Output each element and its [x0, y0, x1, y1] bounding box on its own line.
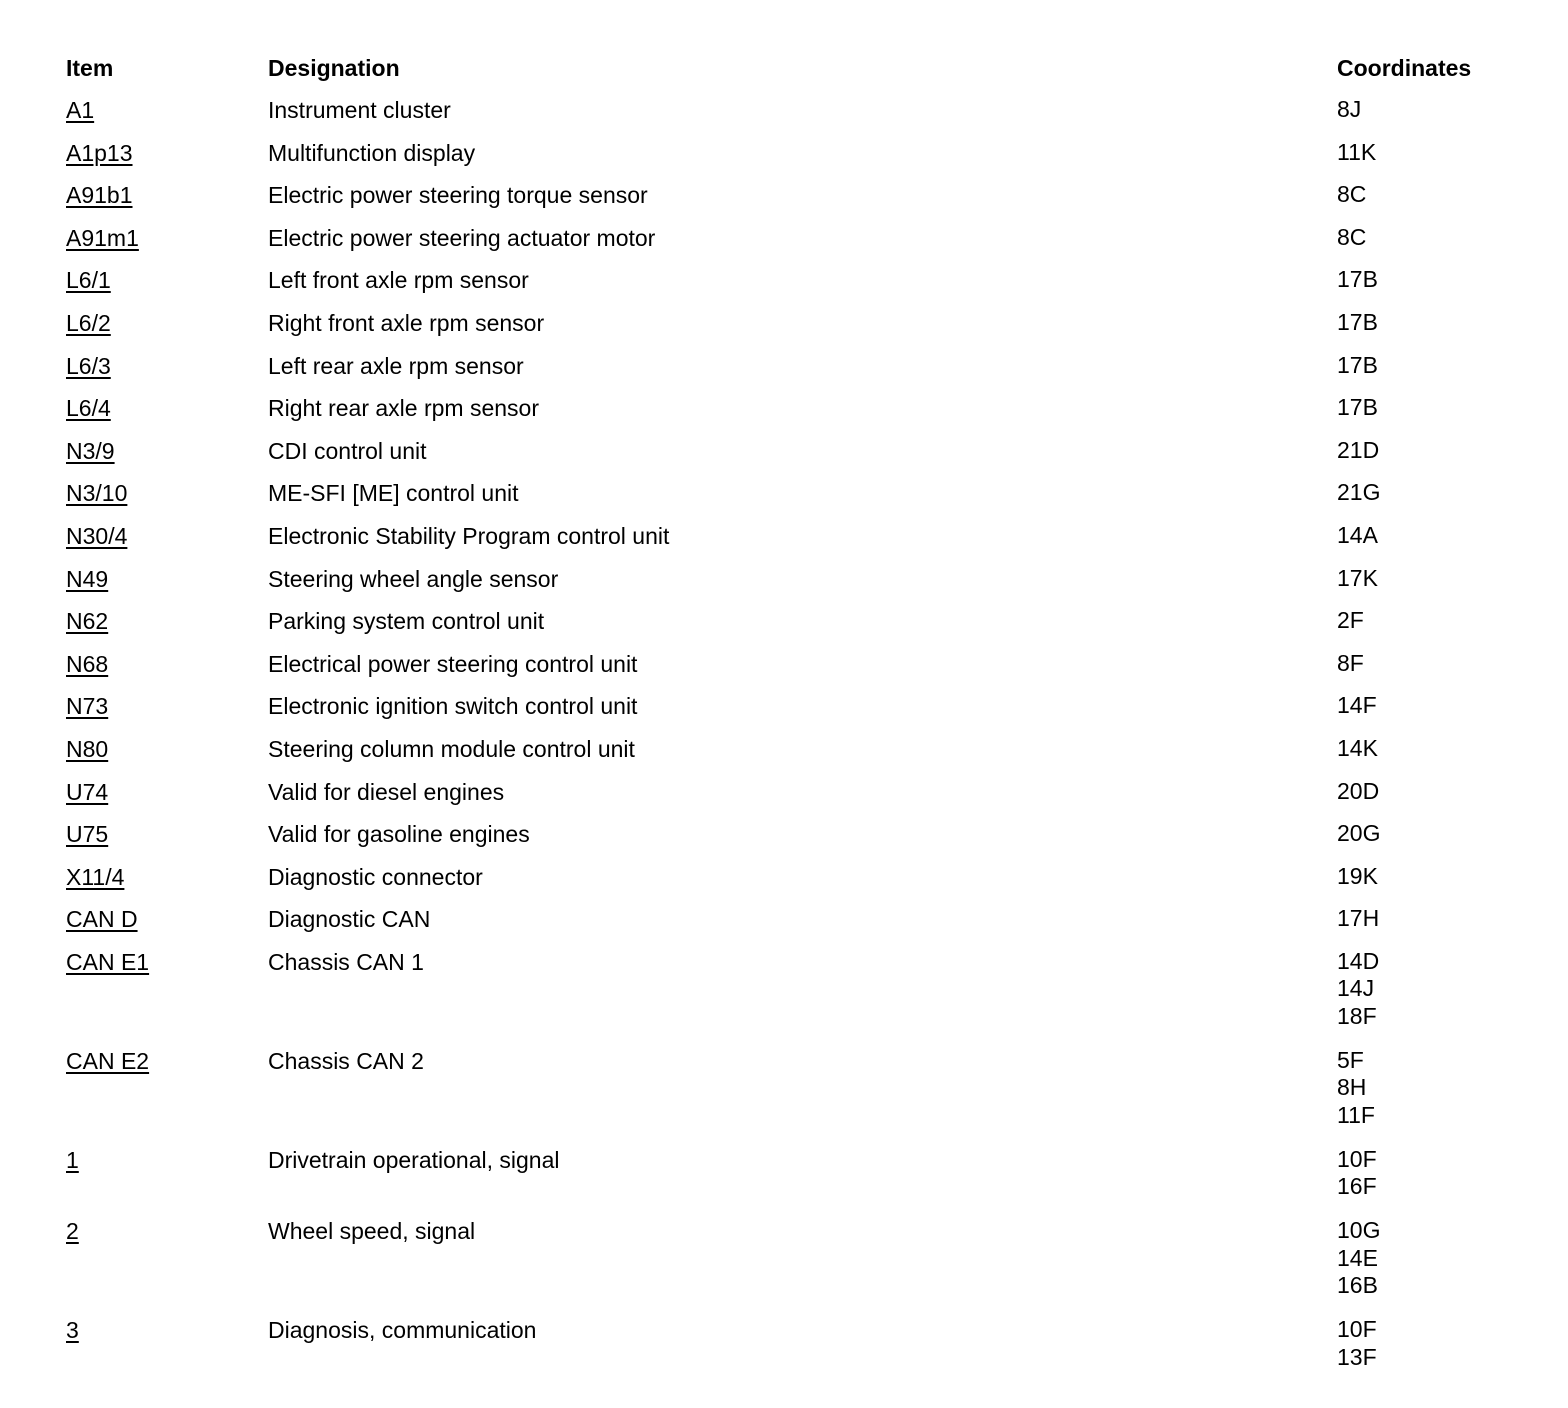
table-row [0, 905, 1568, 948]
coordinates-cell [1337, 181, 1366, 209]
item-link[interactable]: U75 [66, 821, 109, 848]
table-row [0, 394, 1568, 437]
item-link[interactable]: 3 [66, 1317, 79, 1344]
coordinate-value: 16F [1337, 1173, 1377, 1200]
item-link[interactable]: N73 [66, 693, 109, 720]
coordinates-cell [1337, 139, 1376, 167]
table-row [0, 181, 1568, 224]
designation-text: Left front axle rpm sensor [268, 267, 529, 294]
designation-text: Electric power steering actuator motor [268, 224, 656, 251]
item-link[interactable]: L6/1 [66, 267, 111, 294]
table-row [0, 309, 1568, 352]
coordinates-cell [1337, 522, 1378, 550]
coordinate-value: 20D [1337, 777, 1380, 804]
coordinate-value: 17B [1337, 266, 1378, 293]
item-link[interactable]: L6/4 [66, 395, 111, 422]
coordinate-value: 5F [1337, 1046, 1364, 1073]
designation-text: Left rear axle rpm sensor [268, 352, 524, 379]
designation-text: Chassis CAN 2 [268, 1047, 424, 1074]
table-row [0, 1047, 1568, 1146]
designation-text: Chassis CAN 1 [268, 948, 424, 975]
coordinate-value: 17H [1337, 905, 1380, 932]
designation-text: Right front axle rpm sensor [268, 309, 545, 336]
coordinates-cell [1337, 778, 1379, 806]
coordinates-cell [1337, 352, 1378, 380]
item-link[interactable]: 1 [66, 1146, 79, 1173]
item-link[interactable]: CAN D [66, 906, 138, 933]
item-link[interactable]: N3/10 [66, 480, 128, 507]
coordinates-cell [1337, 309, 1378, 337]
coordinate-value: 14J [1337, 975, 1375, 1002]
table-row [0, 437, 1568, 480]
header-item: Item [66, 55, 114, 81]
coordinate-value: 18F [1337, 1002, 1377, 1029]
coordinate-value: 8C [1337, 223, 1367, 250]
legend-table [0, 96, 1568, 1388]
item-link[interactable]: A91b1 [66, 182, 133, 209]
designation-text: Steering wheel angle sensor [268, 565, 559, 592]
table-row [0, 224, 1568, 267]
table-row [0, 565, 1568, 608]
coordinate-value: 11K [1337, 138, 1377, 165]
designation-text: Parking system control unit [268, 608, 545, 635]
coordinate-value: 13F [1337, 1343, 1377, 1370]
item-link[interactable]: N80 [66, 735, 109, 762]
table-row [0, 820, 1568, 863]
item-link[interactable]: N30/4 [66, 522, 128, 549]
designation-text: Electric power steering torque sensor [268, 182, 648, 209]
coordinates-cell [1337, 650, 1364, 678]
item-link[interactable]: A1 [66, 97, 95, 123]
designation-text: Electrical power steering control unit [268, 650, 638, 677]
table-row [0, 948, 1568, 1047]
table-row [0, 1217, 1568, 1316]
coordinates-cell [1337, 948, 1379, 1031]
designation-text: Valid for gasoline engines [268, 821, 530, 848]
coordinate-value: 17B [1337, 351, 1378, 378]
table-row [0, 1316, 1568, 1388]
table-header [0, 54, 1568, 84]
coordinates-cell [1337, 96, 1361, 124]
item-link[interactable]: X11/4 [66, 863, 125, 890]
coordinate-value: 21G [1337, 479, 1381, 506]
coordinate-value: 17B [1337, 308, 1378, 335]
header-designation: Designation [268, 55, 400, 81]
coordinate-value: 19K [1337, 862, 1378, 889]
coordinates-cell [1337, 1316, 1377, 1371]
coordinate-value: 8C [1337, 181, 1367, 208]
item-link[interactable]: A1p13 [66, 139, 133, 166]
coordinates-cell [1337, 1047, 1375, 1130]
coordinate-value: 10F [1337, 1316, 1377, 1343]
coordinate-value: 11F [1337, 1101, 1375, 1128]
coordinates-cell [1337, 1146, 1377, 1201]
coordinate-value: 8H [1337, 1074, 1367, 1101]
coordinates-cell [1337, 607, 1364, 635]
coordinate-value: 2F [1337, 607, 1364, 634]
designation-text: ME-SFI [ME] control unit [268, 480, 519, 507]
coordinates-cell [1337, 224, 1366, 252]
table-row [0, 479, 1568, 522]
table-row [0, 863, 1568, 906]
table-row [0, 607, 1568, 650]
coordinate-value: 10G [1337, 1217, 1381, 1244]
designation-text: Steering column module control unit [268, 735, 635, 762]
item-link[interactable]: CAN E1 [66, 948, 150, 975]
coordinates-cell [1337, 1217, 1380, 1300]
designation-text: Diagnostic connector [268, 863, 483, 890]
coordinates-cell [1337, 266, 1378, 294]
table-row [0, 650, 1568, 693]
designation-text: Multifunction display [268, 139, 476, 166]
coordinate-value: 10F [1337, 1145, 1377, 1172]
table-row [0, 735, 1568, 778]
designation-text: CDI control unit [268, 437, 427, 464]
coordinate-value: 16B [1337, 1272, 1378, 1299]
table-row [0, 352, 1568, 395]
coordinate-value: 14D [1337, 947, 1380, 974]
table-row [0, 96, 1568, 139]
item-link[interactable]: N3/9 [66, 437, 115, 464]
table-row [0, 692, 1568, 735]
coordinates-cell [1337, 735, 1378, 763]
coordinate-value: 17B [1337, 394, 1378, 421]
coordinates-cell [1337, 863, 1378, 891]
designation-text: Drivetrain operational, signal [268, 1146, 560, 1173]
designation-text: Valid for diesel engines [268, 778, 505, 805]
coordinate-value: 14A [1337, 521, 1378, 548]
item-link[interactable]: L6/2 [66, 309, 111, 336]
coordinate-value: 20G [1337, 820, 1381, 847]
item-link[interactable]: N62 [66, 608, 109, 635]
item-link[interactable]: N49 [66, 565, 109, 592]
table-row [0, 266, 1568, 309]
coordinate-value: 14F [1337, 692, 1377, 719]
coordinate-value: 8F [1337, 649, 1364, 676]
designation-text: Wheel speed, signal [268, 1218, 476, 1245]
coordinate-value: 17K [1337, 564, 1378, 591]
table-row [0, 139, 1568, 182]
item-link[interactable]: A91m1 [66, 224, 139, 251]
designation-text: Right rear axle rpm sensor [268, 395, 539, 422]
table-row [0, 522, 1568, 565]
coordinates-cell [1337, 692, 1377, 720]
item-link[interactable]: CAN E2 [66, 1047, 150, 1074]
table-row [0, 1146, 1568, 1218]
coordinates-cell [1337, 437, 1379, 465]
coordinate-value: 8J [1337, 96, 1362, 122]
coordinates-cell [1337, 820, 1380, 848]
item-link[interactable]: L6/3 [66, 352, 111, 379]
designation-text: Electronic ignition switch control unit [268, 693, 638, 720]
header-coordinates: Coordinates [1337, 55, 1472, 81]
coordinates-cell [1337, 479, 1380, 507]
coordinate-value: 14K [1337, 734, 1378, 761]
coordinate-value: 14E [1337, 1244, 1378, 1271]
coordinates-cell [1337, 905, 1379, 933]
coordinates-cell [1337, 394, 1378, 422]
designation-text: Diagnostic CAN [268, 906, 431, 933]
designation-text: Electronic Stability Program control unit [268, 522, 670, 549]
designation-text: Diagnosis, communication [268, 1317, 537, 1344]
item-link[interactable]: U74 [66, 778, 109, 805]
item-link[interactable]: N68 [66, 650, 109, 677]
designation-text: Instrument cluster [268, 97, 451, 123]
coordinate-value: 21D [1337, 436, 1380, 463]
table-row [0, 778, 1568, 821]
item-link[interactable]: 2 [66, 1218, 79, 1245]
coordinates-cell [1337, 565, 1378, 593]
